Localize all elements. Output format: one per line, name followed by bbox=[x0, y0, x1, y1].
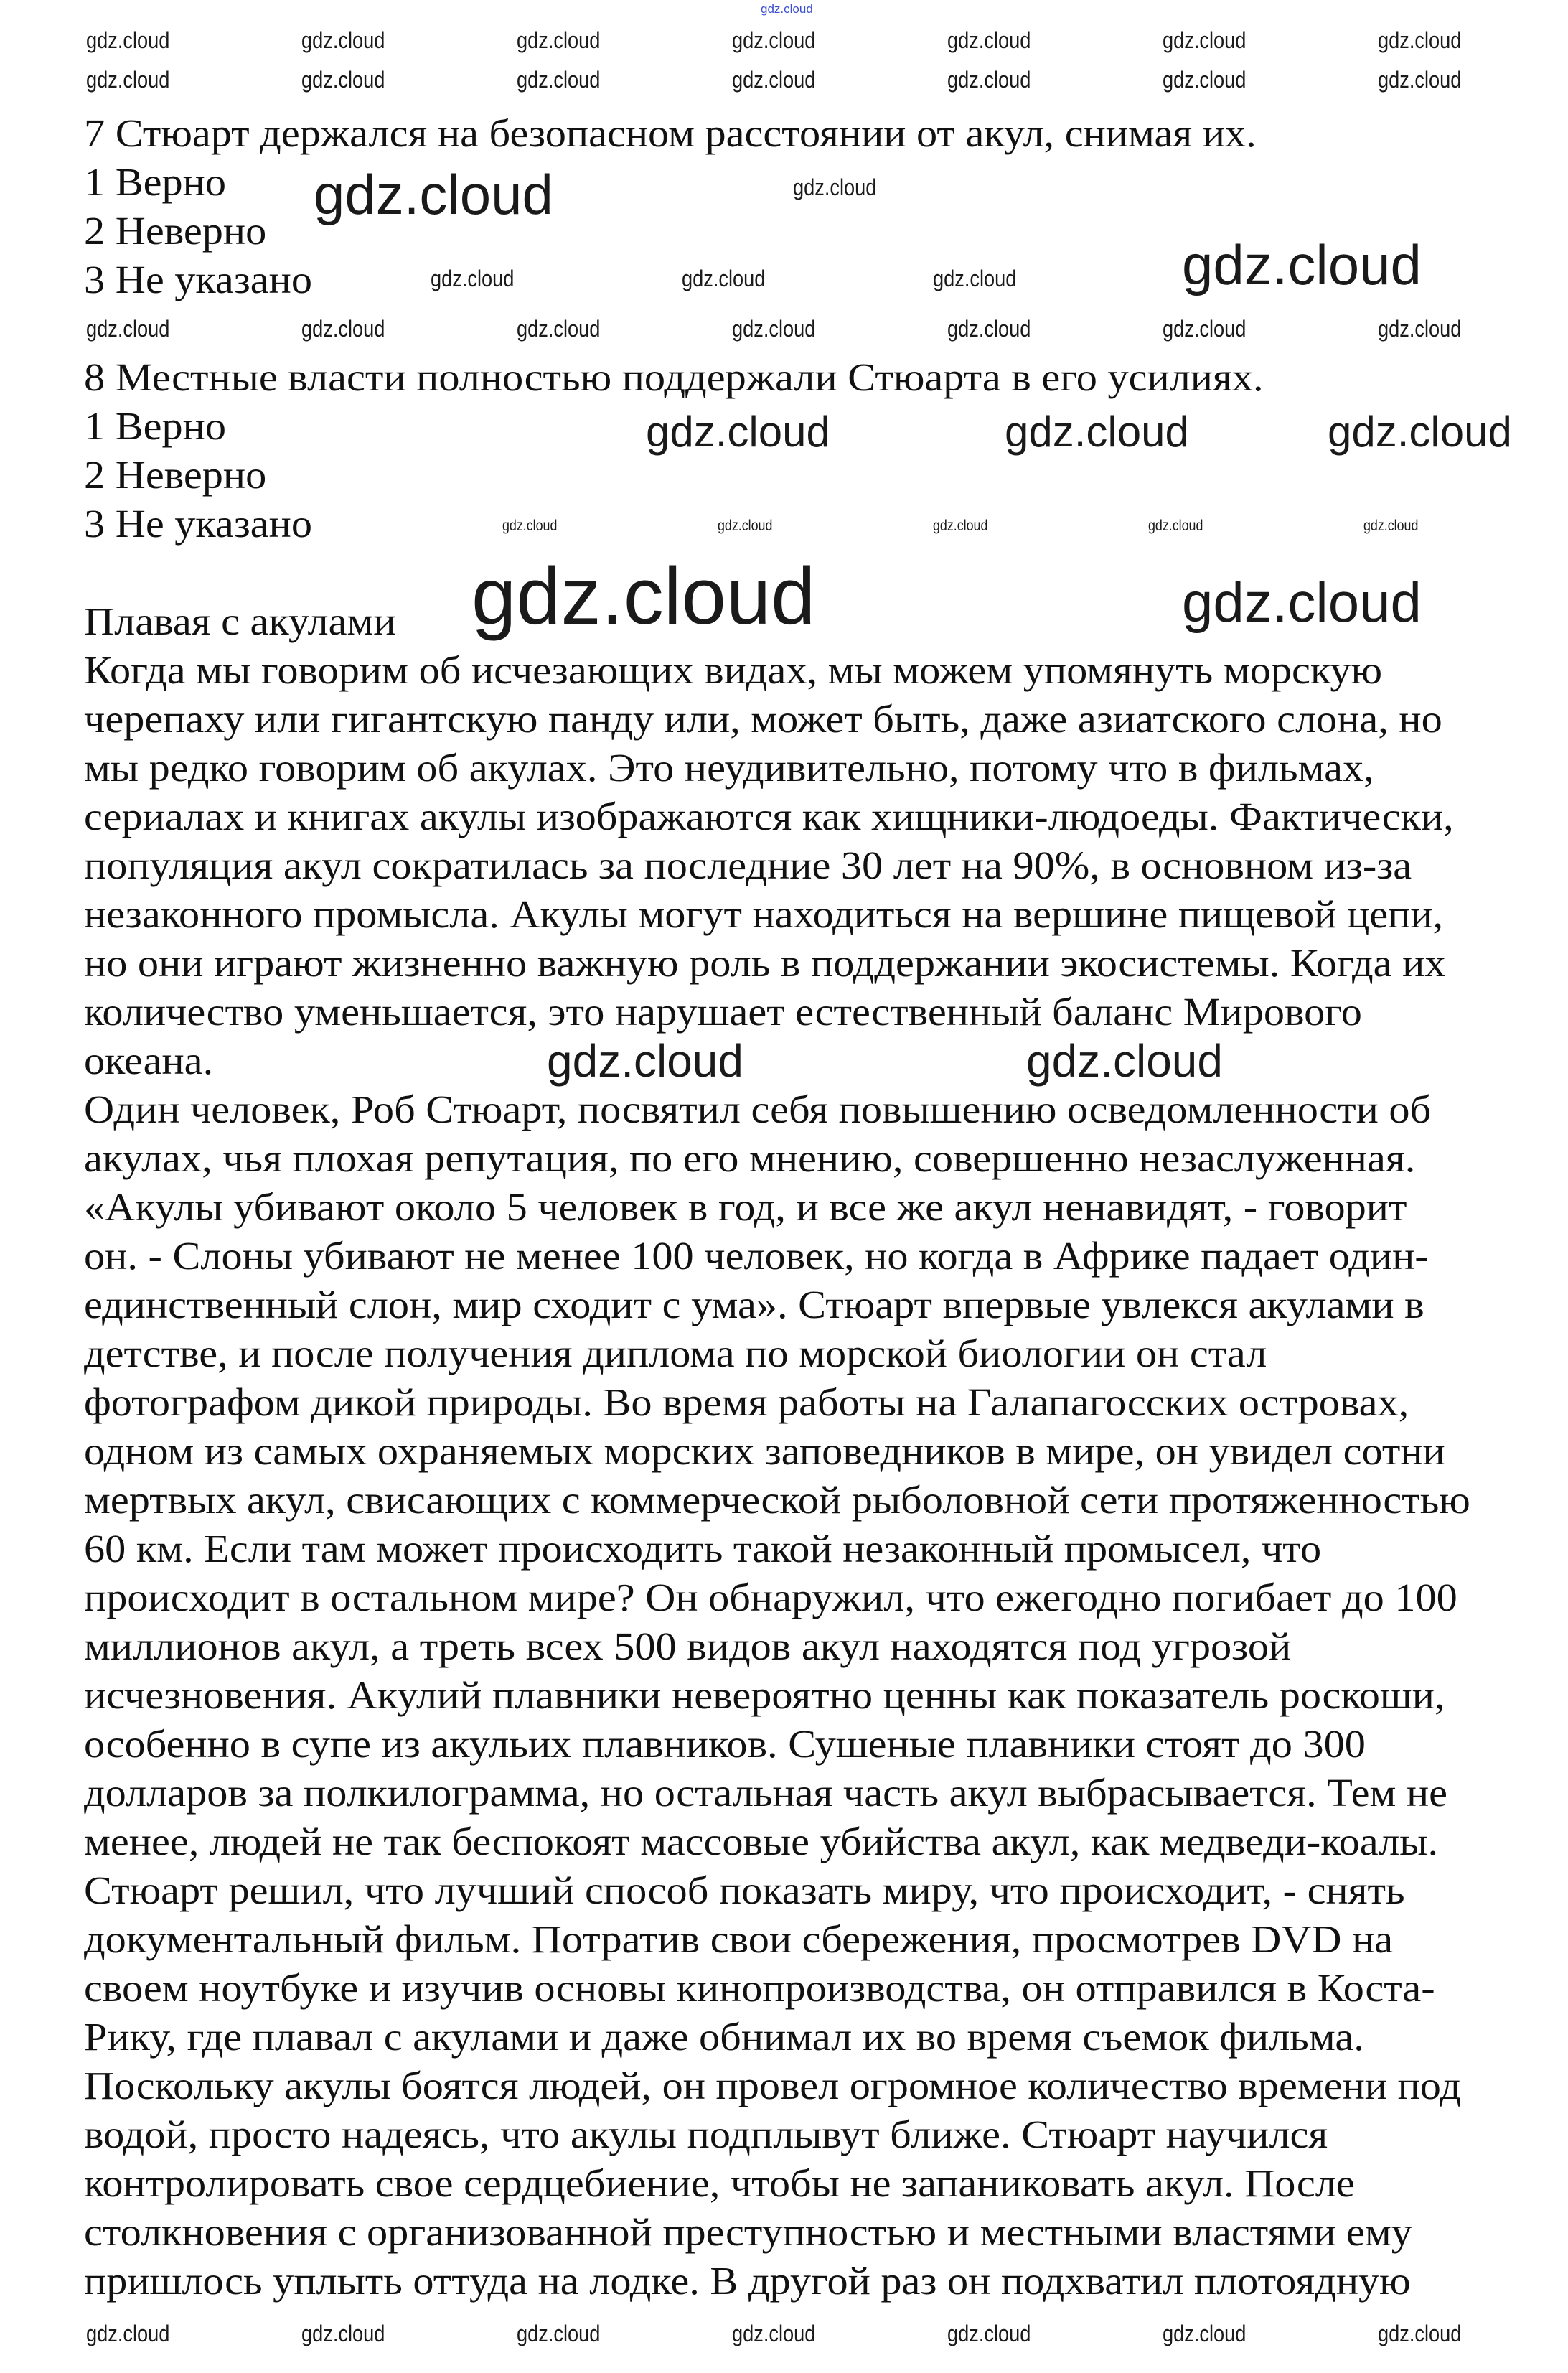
watermark: gdz.cloud bbox=[547, 1035, 743, 1087]
passage-line: он. - Слоны убивают не менее 100 человек, но когда в Африке падает один- bbox=[84, 1234, 1429, 1278]
watermark: gdz.cloud bbox=[761, 2, 813, 16]
passage-line: исчезновения. Акулий плавники невероятно ценны как показатель роскоши, bbox=[84, 1673, 1445, 1717]
watermark: gdz.cloud bbox=[86, 2321, 170, 2346]
watermark: gdz.cloud bbox=[502, 518, 558, 534]
watermark: gdz.cloud bbox=[1378, 2321, 1462, 2346]
watermark: gdz.cloud bbox=[933, 266, 1017, 291]
watermark: gdz.cloud bbox=[718, 518, 773, 534]
passage-line: Когда мы говорим об исчезающих видах, мы можем упомянуть морскую bbox=[84, 648, 1383, 692]
answer-option: 3 Не указано bbox=[84, 502, 313, 546]
watermark: gdz.cloud bbox=[1378, 67, 1462, 93]
watermark: gdz.cloud bbox=[86, 27, 170, 53]
passage-line: контролировать свое сердцебиение, чтобы не запаниковать акул. После bbox=[84, 2161, 1355, 2205]
passage-title: Плавая с акулами bbox=[84, 599, 396, 643]
watermark: gdz.cloud bbox=[431, 266, 515, 291]
passage-line: водой, просто надеясь, что акулы подплывут ближе. Стюарт научился bbox=[84, 2112, 1328, 2156]
watermark: gdz.cloud bbox=[1378, 27, 1462, 53]
watermark: gdz.cloud bbox=[301, 316, 385, 342]
watermark: gdz.cloud bbox=[1328, 408, 1512, 456]
watermark: gdz.cloud bbox=[1163, 27, 1247, 53]
watermark: gdz.cloud bbox=[732, 316, 816, 342]
passage-line: незаконного промысла. Акулы могут находиться на вершине пищевой цепи, bbox=[84, 892, 1444, 936]
passage-line: фотографом дикой природы. Во время работы на Галапагосских островах, bbox=[84, 1380, 1409, 1424]
watermark: gdz.cloud bbox=[793, 174, 877, 200]
watermark: gdz.cloud bbox=[1026, 1035, 1223, 1087]
passage-line: Один человек, Роб Стюарт, посвятил себя повышению осведомленности об bbox=[84, 1087, 1432, 1131]
watermark: gdz.cloud bbox=[314, 163, 553, 226]
question-text: 7 Стюарт держался на безопасном расстоянии от акул, снимая их. bbox=[84, 111, 1257, 155]
watermark: gdz.cloud bbox=[1005, 408, 1189, 456]
watermark: gdz.cloud bbox=[301, 67, 385, 93]
watermark: gdz.cloud bbox=[86, 316, 170, 342]
answer-option: 2 Неверно bbox=[84, 209, 267, 253]
watermark: gdz.cloud bbox=[86, 67, 170, 93]
passage-line: миллионов акул, а треть всех 500 видов акул находятся под угрозой bbox=[84, 1624, 1292, 1668]
passage-line: акулах, чья плохая репутация, по его мнению, совершенно незаслуженная. bbox=[84, 1136, 1416, 1180]
passage-line: популяция акул сократилась за последние 30 лет на 90%, в основном из-за bbox=[84, 843, 1412, 887]
passage-line: происходит в остальном мире? Он обнаружил, что ежегодно погибает до 100 bbox=[84, 1576, 1457, 1619]
watermark: gdz.cloud bbox=[301, 27, 385, 53]
watermark: gdz.cloud bbox=[1163, 2321, 1247, 2346]
watermark: gdz.cloud bbox=[471, 551, 816, 641]
passage-line: черепаху или гигантскую панду или, может быть, даже азиатского слона, но bbox=[84, 697, 1442, 741]
watermark: gdz.cloud bbox=[1163, 67, 1247, 93]
watermark: gdz.cloud bbox=[517, 27, 601, 53]
passage-line: Стюарт решил, что лучший способ показать миру, что происходит, - снять bbox=[84, 1868, 1405, 1912]
passage-line: одном из самых охраняемых морских заповедников в мире, он увидел сотни bbox=[84, 1429, 1445, 1473]
passage-line: мы редко говорим об акулах. Это неудивительно, потому что в фильмах, bbox=[84, 746, 1374, 790]
passage-line: «Акулы убивают около 5 человек в год, и все же акул ненавидят, - говорит bbox=[84, 1185, 1407, 1229]
passage-line: мертвых акул, свисающих с коммерческой рыболовной сети протяженностью bbox=[84, 1478, 1470, 1522]
watermark: gdz.cloud bbox=[682, 266, 766, 291]
passage-line: Рику, где плавал с акулами и даже обнимал их во время съемок фильма. bbox=[84, 2015, 1364, 2059]
passage-line: океана. bbox=[84, 1039, 214, 1082]
passage-line: количество уменьшается, это нарушает естественный баланс Мирового bbox=[84, 990, 1362, 1034]
watermark: gdz.cloud bbox=[947, 67, 1031, 93]
watermark: gdz.cloud bbox=[1163, 316, 1247, 342]
passage-line: своем ноутбуке и изучив основы кинопроизводства, он отправился в Коста- bbox=[84, 1966, 1435, 2010]
watermark: gdz.cloud bbox=[646, 408, 830, 456]
watermark: gdz.cloud bbox=[517, 67, 601, 93]
watermark: gdz.cloud bbox=[1363, 518, 1419, 534]
passage-line: документальный фильм. Потратив свои сбережения, просмотрев DVD на bbox=[84, 1917, 1394, 1961]
watermark: gdz.cloud bbox=[933, 518, 988, 534]
passage-line: но они играют жизненно важную роль в поддержании экосистемы. Когда их bbox=[84, 941, 1446, 985]
watermark: gdz.cloud bbox=[1378, 316, 1462, 342]
passage-line: сериалах и книгах акулы изображаются как хищники-людоеды. Фактически, bbox=[84, 795, 1454, 838]
passage-line: пришлось уплыть оттуда на лодке. В другой раз он подхватил плотоядную bbox=[84, 2259, 1411, 2303]
passage-line: детстве, и после получения диплома по морской биологии он стал bbox=[84, 1331, 1267, 1375]
watermark: gdz.cloud bbox=[517, 2321, 601, 2346]
answer-option: 1 Верно bbox=[84, 160, 226, 204]
watermark: gdz.cloud bbox=[732, 27, 816, 53]
watermark: gdz.cloud bbox=[947, 316, 1031, 342]
passage-line: Поскольку акулы боятся людей, он провел огромное количество времени под bbox=[84, 2064, 1461, 2107]
answer-option: 1 Верно bbox=[84, 404, 226, 448]
watermark: gdz.cloud bbox=[1148, 518, 1203, 534]
watermark: gdz.cloud bbox=[947, 2321, 1031, 2346]
passage-line: менее, людей не так беспокоят массовые убийства акул, как медведи-коалы. bbox=[84, 1820, 1439, 1863]
watermark: gdz.cloud bbox=[732, 2321, 816, 2346]
answer-option: 3 Не указано bbox=[84, 258, 313, 301]
watermark: gdz.cloud bbox=[301, 2321, 385, 2346]
watermark: gdz.cloud bbox=[947, 27, 1031, 53]
passage-line: особенно в супе из акульих плавников. Сушеные плавники стоят до 300 bbox=[84, 1722, 1366, 1766]
passage-line: 60 км. Если там может происходить такой незаконный промысел, что bbox=[84, 1527, 1322, 1571]
watermark: gdz.cloud bbox=[732, 67, 816, 93]
passage-line: долларов за полкилограмма, но остальная часть акул выбрасывается. Тем не bbox=[84, 1771, 1448, 1815]
watermark: gdz.cloud bbox=[1182, 571, 1422, 634]
passage-line: единственный слон, мир сходит с ума». Стюарт впервые увлекся акулами в bbox=[84, 1283, 1424, 1326]
watermark: gdz.cloud bbox=[517, 316, 601, 342]
answer-option: 2 Неверно bbox=[84, 453, 267, 497]
question-text: 8 Местные власти полностью поддержали Стюарта в его усилиях. bbox=[84, 355, 1264, 399]
watermark: gdz.cloud bbox=[1182, 233, 1422, 296]
passage-line: столкновения с организованной преступностью и местными властями ему bbox=[84, 2210, 1412, 2254]
